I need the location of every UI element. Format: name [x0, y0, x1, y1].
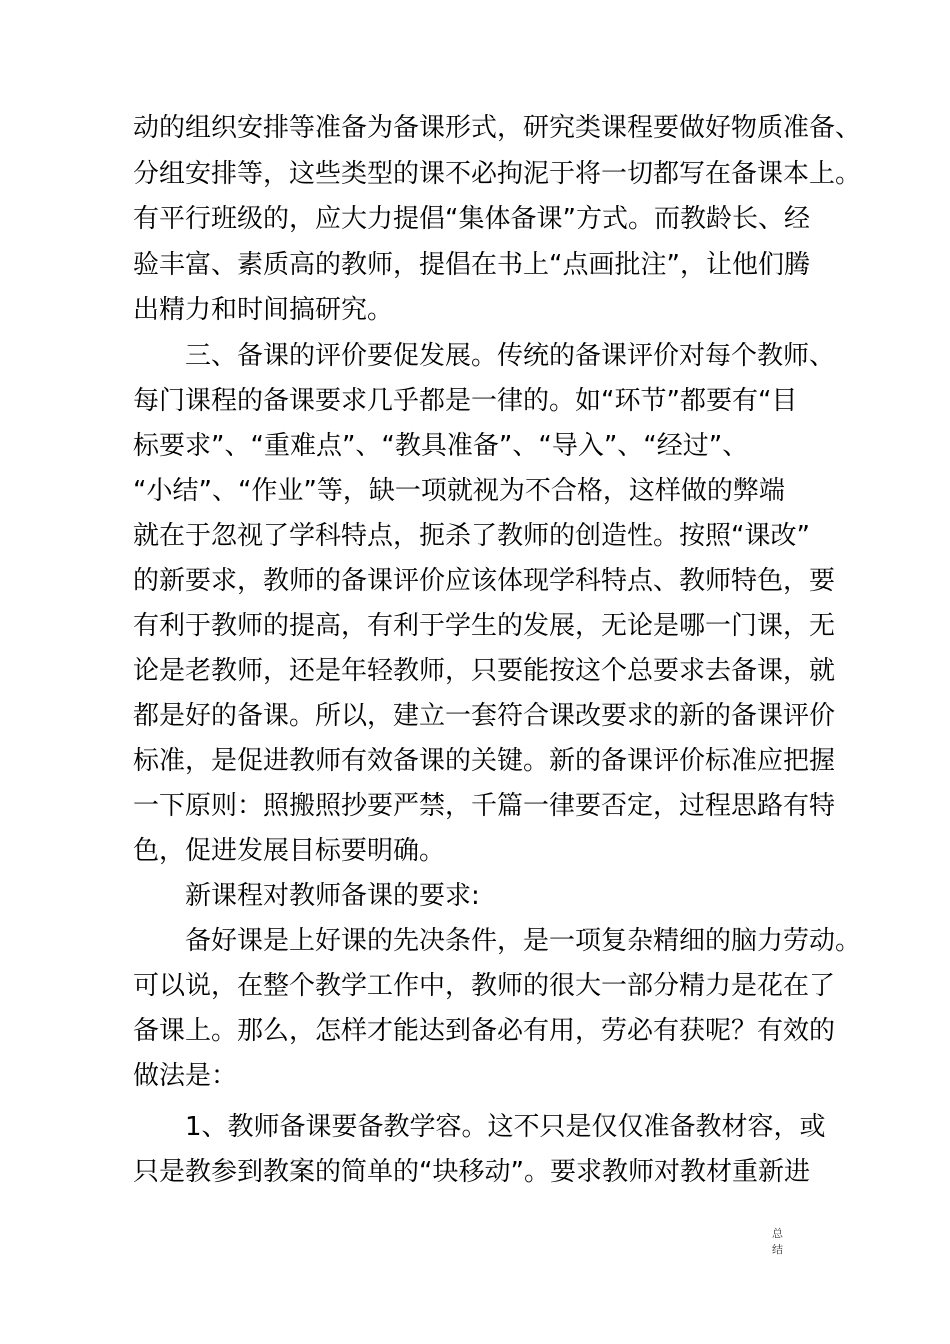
text-line: 动的组织安排等准备为备课形式，研究类课程要做好物质准备、 — [133, 113, 862, 143]
text-line: 只是教参到教案的简单的“块移动”。要求教师对教材重新进 — [133, 1157, 810, 1187]
text-line: 做法是： — [133, 1061, 238, 1091]
text-line: 有利于教师的提高，有利于学生的发展，无论是哪一门课，无 — [133, 611, 836, 641]
section-heading-line: 三、备课的评价要促发展。传统的备课评价对每个教师、 — [185, 341, 836, 371]
text-line: 每门课程的备课要求几乎都是一律的。如“环节”都要有“目 — [133, 386, 798, 416]
text-line: 的新要求，教师的备课评价应该体现学科特点、教师特色，要 — [133, 566, 836, 596]
text-line: 分组安排等，这些类型的课不必拘泥于将一切都写在备课本上。 — [133, 159, 862, 189]
text-line: 1、教师备课要备教学容。这不只是仅仅准备教材容，或 — [185, 1112, 826, 1142]
text-line: 可以说，在整个教学工作中，教师的很大一部分精力是花在了 — [133, 971, 836, 1001]
text-line: 一下原则：照搬照抄要严禁，千篇一律要否定，过程思路有特 — [133, 791, 836, 821]
text-line: 备课上。那么，怎样才能达到备必有用，劳必有获呢？有效的 — [133, 1016, 836, 1046]
text-line: 备好课是上好课的先决条件，是一项复杂精细的脑力劳动。 — [185, 926, 862, 956]
text-line: 验丰富、素质高的教师，提倡在书上“点画批注”，让他们腾 — [133, 250, 810, 280]
text-line: 标要求”、“重难点”、“教具准备”、“导入”、“经过”、 — [133, 431, 749, 461]
text-line: 出精力和时间搞研究。 — [133, 295, 394, 325]
footer-char: 结 — [772, 1243, 783, 1256]
text-line: 就在于忽视了学科特点，扼杀了教师的创造性。按照“课改” — [133, 521, 810, 551]
subheading-line: 新课程对教师备课的要求: — [185, 881, 480, 911]
text-line: 论是老教师，还是年轻教师，只要能按这个总要求去备课，就 — [133, 656, 836, 686]
text-line: “小结”、“作业”等，缺一项就视为不合格，这样做的弊端 — [133, 476, 785, 506]
page-footer-label — [772, 1226, 786, 1258]
text-line: 有平行班级的，应大力提倡“集体备课”方式。而教龄长、经 — [133, 204, 810, 234]
footer-char: 总 — [772, 1227, 783, 1240]
text-line: 都是好的备课。所以，建立一套符合课改要求的新的备课评价 — [133, 701, 836, 731]
text-line: 色，促进发展目标要明确。 — [133, 836, 446, 866]
text-line: 标准，是促进教师有效备课的关键。新的备课评价标准应把握 — [133, 746, 836, 776]
